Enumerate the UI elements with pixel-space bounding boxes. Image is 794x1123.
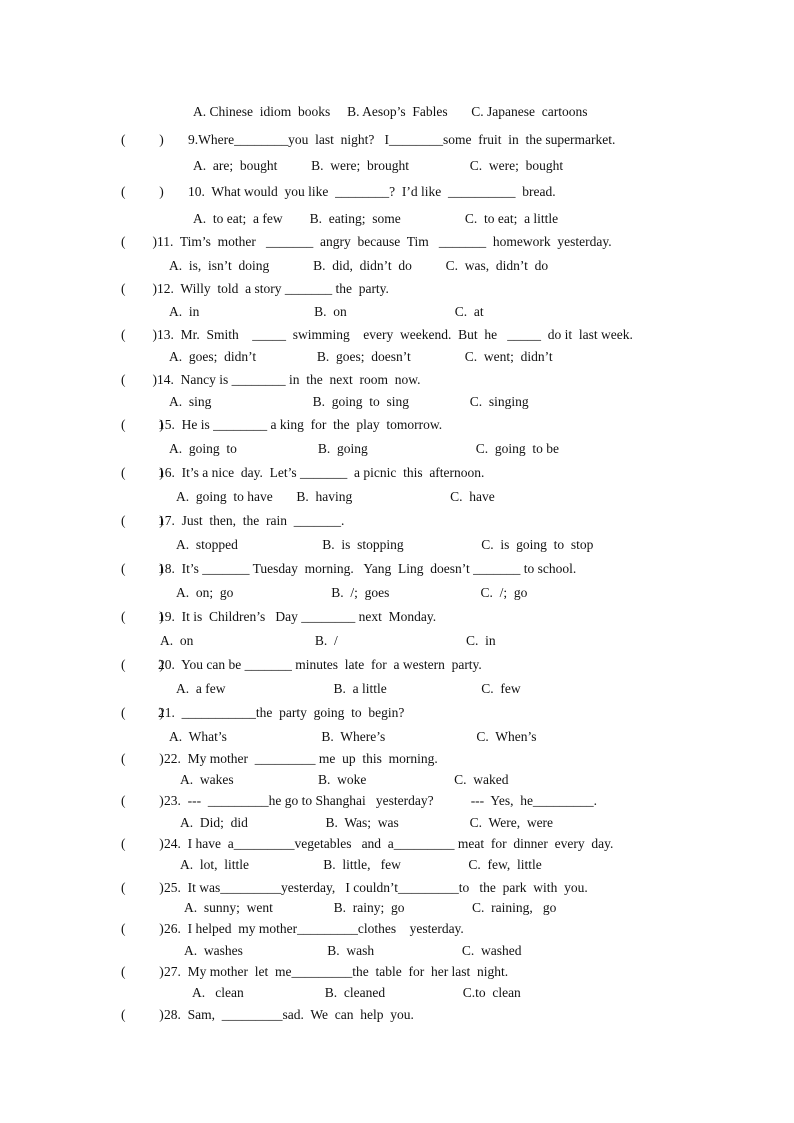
answer-options: A. sunny; went B. rainy; go C. raining, go [184,900,557,915]
answer-bracket: ( ) [121,705,164,720]
answer-bracket: ( ) [121,281,157,296]
answer-bracket: ( ) [121,751,164,766]
question-text: 27. My mother let me_________the table for her last night. [164,964,509,979]
answer-options: A. Chinese idiom books B. Aesop’s Fables C. Japanese cartoons [193,104,588,119]
question-text: 23. --- _________he go to Shanghai yesterday? --- Yes, he_________. [164,793,598,808]
answer-bracket: ( ) [121,1007,164,1022]
answer-bracket: ( ) [121,417,164,432]
question-text: 25. It was_________yesterday, I couldn’t_________to the park with you. [164,880,588,895]
answer-options: A. stopped B. is stopping C. is going to stop [176,537,594,552]
question-text: 22. My mother _________ me up this morning. [164,751,438,766]
question-text: 24. I have a_________vegetables and a_________ meat for dinner every day. [164,836,614,851]
answer-options: A. are; bought B. were; brought C. were; bought [193,158,564,173]
answer-options: A. sing B. going to sing C. singing [169,394,529,409]
answer-bracket: ( ) [121,836,164,851]
answer-bracket: ( ) [121,234,157,249]
question-text: 9.Where________you last night? I________some fruit in the supermarket. [188,132,616,147]
answer-options: A. in B. on C. at [169,304,484,319]
question-text: 17. Just then, the rain _______. [158,513,345,528]
question-text: 14. Nancy is ________ in the next room now. [157,372,421,387]
answer-bracket: ( ) [121,609,164,624]
answer-options: A. What’s B. Where’s C. When’s [169,729,537,744]
answer-options: A. on; go B. /; goes C. /; go [176,585,528,600]
answer-options: A. on B. / C. in [160,633,496,648]
question-text: 28. Sam, _________sad. We can help you. [164,1007,414,1022]
answer-bracket: ( ) [121,793,164,808]
answer-bracket: ( ) [121,964,164,979]
answer-options: A. going to B. going C. going to be [169,441,560,456]
question-text: 12. Willy told a story _______ the party. [157,281,389,296]
question-text: 18. It’s _______ Tuesday morning. Yang Ling doesn’t _______ to school. [158,561,577,576]
answer-bracket: ( ) [121,657,164,672]
answer-bracket: ( ) [121,132,164,147]
answer-bracket: ( ) [121,327,157,342]
answer-options: A. to eat; a few B. eating; some C. to eat; a little [193,211,559,226]
answer-options: A. lot, little B. little, few C. few, little [180,857,542,872]
answer-options: A. wakes B. woke C. waked [180,772,509,787]
answer-bracket: ( ) [121,513,164,528]
answer-bracket: ( ) [121,880,164,895]
question-text: 16. It’s a nice day. Let’s _______ a picnic this afternoon. [158,465,485,480]
question-text: 13. Mr. Smith _____ swimming every weekend. But he _____ do it last week. [157,327,633,342]
answer-options: A. is, isn’t doing B. did, didn’t do C. was, didn’t do [169,258,549,273]
answer-bracket: ( ) [121,184,164,199]
question-text: 20. You can be _______ minutes late for a western party. [158,657,482,672]
answer-bracket: ( ) [121,561,164,576]
answer-bracket: ( ) [121,372,157,387]
question-text: 19. It is Children’s Day ________ next Monday. [158,609,437,624]
answer-options: A. going to have B. having C. have [176,489,495,504]
answer-options: A. goes; didn’t B. goes; doesn’t C. went; didn’t [169,349,553,364]
answer-options: A. clean B. cleaned C.to clean [192,985,521,1000]
answer-bracket: ( ) [121,921,164,936]
answer-options: A. a few B. a little C. few [176,681,521,696]
answer-bracket: ( ) [121,465,164,480]
question-text: 15. He is ________ a king for the play tomorrow. [158,417,443,432]
answer-options: A. washes B. wash C. washed [184,943,522,958]
question-text: 26. I helped my mother_________clothes yesterday. [164,921,464,936]
question-text: 10. What would you like ________? I’d like __________ bread. [188,184,556,199]
question-text: 11. Tim’s mother _______ angry because Tim _______ homework yesterday. [157,234,612,249]
answer-options: A. Did; did B. Was; was C. Were, were [180,815,554,830]
question-text: 21. ___________the party going to begin? [158,705,405,720]
